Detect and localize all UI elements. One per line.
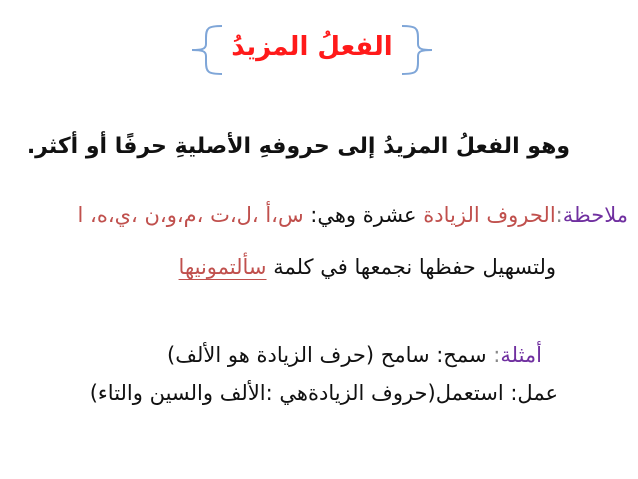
note-letters: س،أ ،ل،ت ،م،و،ن ،ي،ه، ا: [77, 203, 304, 227]
examples-label: أمثلة: [500, 343, 542, 367]
note-label: ملاحظة: [562, 203, 628, 227]
slide-title: الفعلُ المزيدُ: [231, 32, 393, 62]
example-1-text: سمح: سامح (حرف الزيادة هو الألف): [167, 343, 494, 367]
mnemonic-line: [179, 252, 556, 282]
mnemonic-word: سألتمونيها: [178, 255, 267, 279]
note-highlight: الحروف الزيادة: [423, 203, 556, 227]
mnemonic-text: ولتسهيل حفظها نجمعها في كلمة: [266, 255, 556, 279]
examples-line-2: [90, 378, 558, 408]
examples-line-1: [167, 340, 542, 370]
title-box: [186, 24, 438, 76]
example-2-text: عمل: استعمل(حروف الزيادةهي :الألف والسين والتاء): [89, 381, 558, 405]
definition-text: وهو الفعلُ المزيدُ إلى حروفهِ الأصليةِ حرفًا أو أكثر.: [26, 134, 570, 159]
note-colon: :: [555, 203, 563, 227]
note-line: [78, 200, 628, 230]
examples-colon: :: [493, 343, 501, 367]
note-text: عشرة وهي:: [303, 203, 424, 227]
left-brace-icon: [186, 24, 226, 76]
right-brace-icon: [398, 24, 438, 76]
